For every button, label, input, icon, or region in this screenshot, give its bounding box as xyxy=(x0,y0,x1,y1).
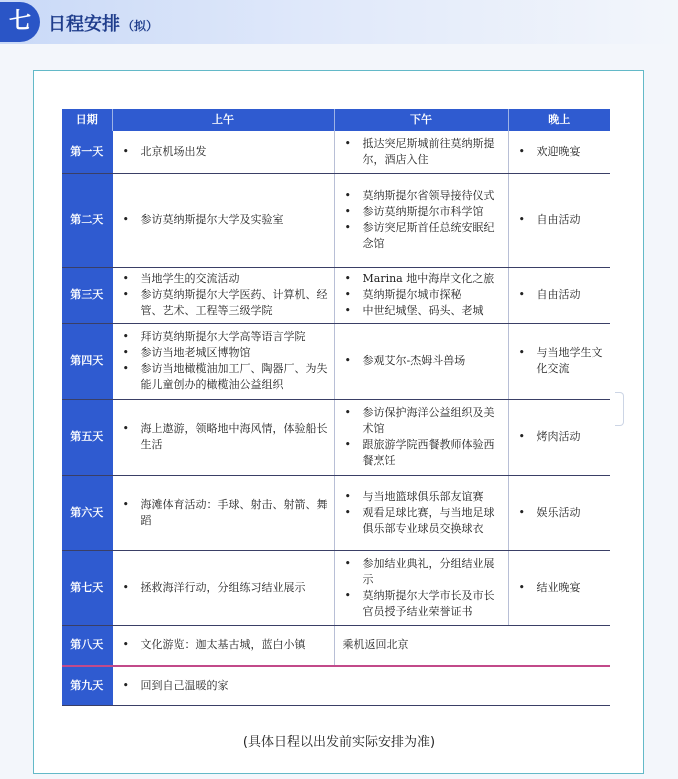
list-item: • 中世纪城堡、码头、老城 xyxy=(339,303,504,319)
evening-cell xyxy=(508,399,610,475)
list-item: • 海滩体育活动：手球、射击、射箭、舞蹈 xyxy=(117,497,330,529)
list-item: • 拯救海洋行动，分组练习结业展示 xyxy=(117,580,330,596)
header-morning: 上午 xyxy=(112,109,334,131)
morning-cell xyxy=(112,267,334,323)
list-item: • 自由活动 xyxy=(513,287,607,303)
list-item: • 文化游览：迦太基古城，蓝白小镇 xyxy=(117,637,330,653)
list-item: • 参访当地橄榄油加工厂、陶器厂、为失能儿童创办的橄榄油公益组织 xyxy=(117,361,330,393)
day-label: 第九天 xyxy=(62,666,112,705)
list-item: • 与当地学生文化交流 xyxy=(513,345,607,377)
afternoon-cell xyxy=(334,399,508,475)
list-item: • 北京机场出发 xyxy=(117,144,330,160)
schedule-footnote: (具体日程以出发前实际安排为准) xyxy=(242,735,436,750)
side-scroll-handle[interactable] xyxy=(615,392,624,426)
section-subtitle: （拟） xyxy=(122,19,159,33)
evening-cell xyxy=(508,323,610,399)
full-day-cell xyxy=(112,666,610,705)
list-item: • 烤肉活动 xyxy=(513,429,607,445)
list-item: • 参访突尼斯首任总统安眠纪念馆 xyxy=(339,220,504,252)
list-item: • 结业晚宴 xyxy=(513,580,607,596)
list-item: • 拜访莫纳斯提尔大学高等语言学院 xyxy=(117,329,330,345)
afternoon-cell xyxy=(334,323,508,399)
table-row xyxy=(62,267,610,323)
list-item: • 观看足球比赛，与当地足球俱乐部专业球员交换球衣 xyxy=(339,505,504,537)
table-row xyxy=(62,550,610,625)
list-item: • 与当地篮球俱乐部友谊赛 xyxy=(339,489,504,505)
day-label: 第三天 xyxy=(62,267,112,323)
list-item: • Marina 地中海岸文化之旅 xyxy=(339,271,504,287)
header-day: 日期 xyxy=(62,109,112,131)
list-item: • 参观艾尔-杰姆斗兽场 xyxy=(339,353,504,369)
afternoon-cell xyxy=(334,131,508,173)
list-item: • 莫纳斯提尔城市探秘 xyxy=(339,287,504,303)
evening-cell xyxy=(508,550,610,625)
table-row xyxy=(62,173,610,267)
list-item: • 抵达突尼斯城前往莫纳斯提尔，酒店入住 xyxy=(339,136,504,168)
schedule-table xyxy=(62,109,610,706)
morning-cell xyxy=(112,131,334,173)
list-item: • 自由活动 xyxy=(513,212,607,228)
table-row xyxy=(62,399,610,475)
list-item: • 欢迎晚宴 xyxy=(513,144,607,160)
list-item: • 莫纳斯提尔省领导接待仪式 xyxy=(339,188,504,204)
morning-cell xyxy=(112,399,334,475)
section-title xyxy=(48,10,158,36)
section-number-badge: 七 xyxy=(0,2,40,42)
table-row xyxy=(62,131,610,173)
table-row xyxy=(62,475,610,550)
morning-cell xyxy=(112,475,334,550)
day-label: 第八天 xyxy=(62,625,112,666)
list-item: • 参访保护海洋公益组织及美术馆 xyxy=(339,405,504,437)
list-item: • 参加结业典礼，分组结业展示 xyxy=(339,556,504,588)
morning-cell xyxy=(112,173,334,267)
day-label: 第二天 xyxy=(62,173,112,267)
day-label: 第五天 xyxy=(62,399,112,475)
day-label: 第六天 xyxy=(62,475,112,550)
table-row xyxy=(62,666,610,705)
list-item: • 海上遨游，领略地中海风情，体验船长生活 xyxy=(117,421,330,453)
day-label: 第一天 xyxy=(62,131,112,173)
list-item: • 娱乐活动 xyxy=(513,505,607,521)
list-item: • 跟旅游学院西餐教师体验西餐烹饪 xyxy=(339,437,504,469)
morning-cell xyxy=(112,323,334,399)
table-header-row xyxy=(62,109,610,131)
plain-text: 乘机返回北京 xyxy=(342,638,409,652)
list-item: • 参访莫纳斯提尔市科学馆 xyxy=(339,204,504,220)
day-label: 第七天 xyxy=(62,550,112,625)
section-title-text: 日程安排 xyxy=(48,14,120,35)
section-header xyxy=(0,0,678,44)
list-item: • 莫纳斯提尔大学市长及市长官员授予结业荣誉证书 xyxy=(339,588,504,620)
evening-cell xyxy=(508,173,610,267)
afternoon-cell xyxy=(334,173,508,267)
day-label: 第四天 xyxy=(62,323,112,399)
list-item: • 参访当地老城区博物馆 xyxy=(117,345,330,361)
list-item: • 参访莫纳斯提尔大学及实验室 xyxy=(117,212,330,228)
morning-cell xyxy=(112,550,334,625)
table-row xyxy=(62,323,610,399)
list-item: • 参访莫纳斯提尔大学医药、计算机、经管、艺术、工程等三级学院 xyxy=(117,287,330,319)
afternoon-cell xyxy=(334,475,508,550)
header-evening: 晚上 xyxy=(508,109,610,131)
afternoon-cell xyxy=(334,550,508,625)
evening-cell xyxy=(508,475,610,550)
list-item: • 当地学生的交流活动 xyxy=(117,271,330,287)
evening-cell xyxy=(508,267,610,323)
afternoon-evening-cell xyxy=(334,625,610,666)
afternoon-cell xyxy=(334,267,508,323)
list-item: • 回到自己温暖的家 xyxy=(117,678,607,694)
table-row xyxy=(62,625,610,666)
header-afternoon: 下午 xyxy=(334,109,508,131)
morning-cell xyxy=(112,625,334,666)
evening-cell xyxy=(508,131,610,173)
